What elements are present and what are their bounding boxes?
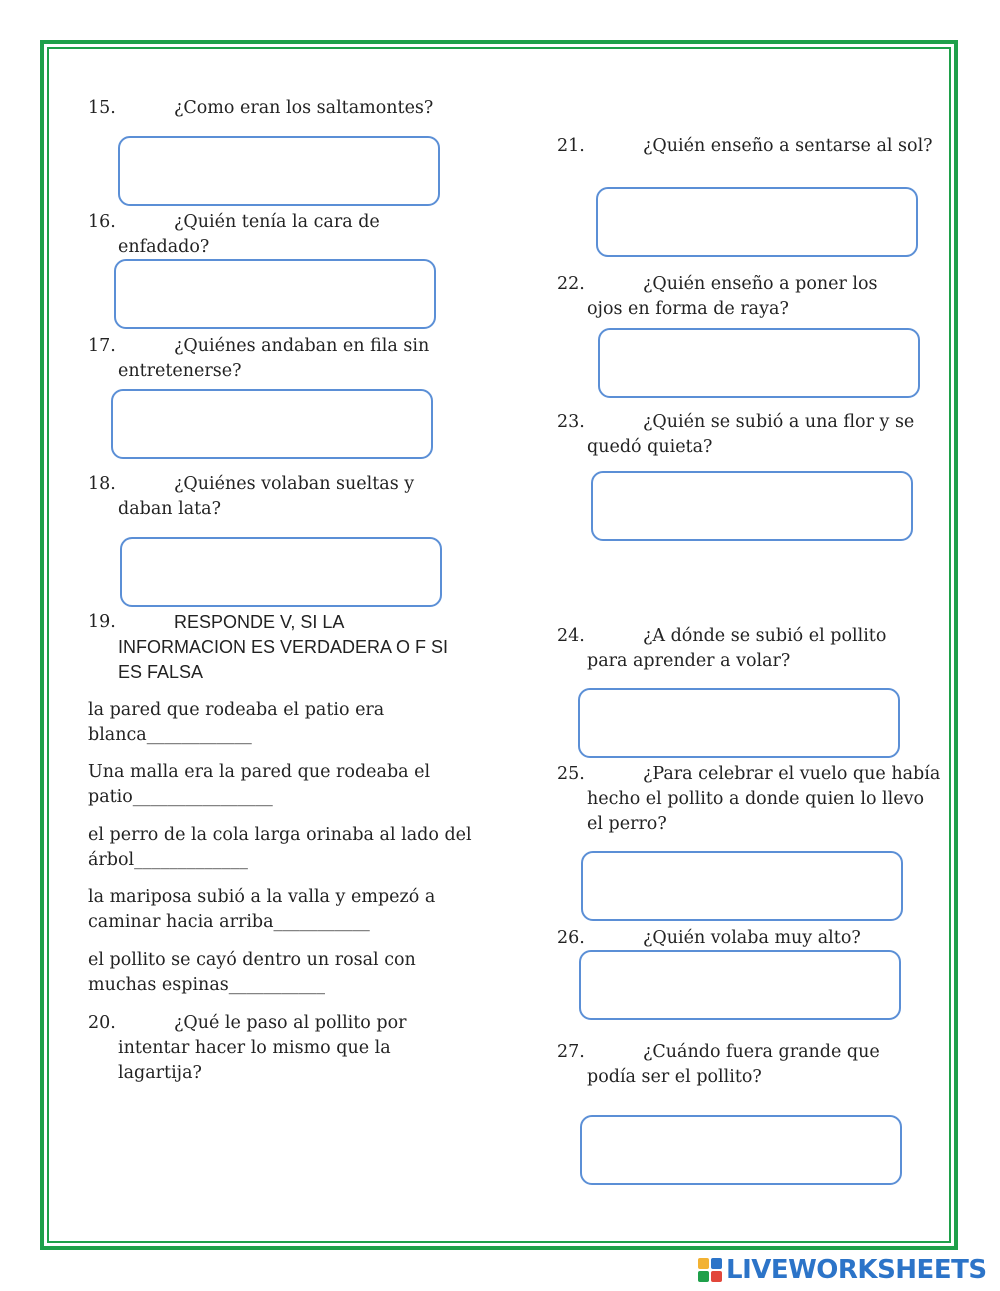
- true-false-statement: Una malla era la pared que rodeaba el patio________________: [88, 762, 431, 807]
- question-22: [557, 272, 917, 322]
- question-number: 19.: [88, 612, 116, 632]
- question-text: ¿Quiénes volaban sueltas y daban lata?: [118, 474, 415, 519]
- question-19: [88, 610, 468, 685]
- answer-box-25[interactable]: [581, 851, 903, 921]
- question-number: 27.: [557, 1042, 585, 1062]
- answer-box-21[interactable]: [596, 187, 918, 257]
- brand-name: LIVEWORKSHEETS: [726, 1255, 987, 1285]
- answer-box-24[interactable]: [578, 688, 900, 758]
- question-number: 20.: [88, 1013, 116, 1033]
- question-number: 26.: [557, 928, 585, 948]
- question-17: [88, 334, 468, 384]
- question-text: ¿A dónde se subió el pollito para aprender a volar?: [587, 626, 887, 671]
- question-number: 23.: [557, 412, 585, 432]
- question-27: [557, 1040, 932, 1090]
- question-number: 21.: [557, 136, 585, 156]
- question-number: 22.: [557, 274, 585, 294]
- question-15: [88, 96, 478, 121]
- question-number: 24.: [557, 626, 585, 646]
- question-number: 16.: [88, 212, 116, 232]
- question-16: [88, 210, 428, 260]
- question-text: ¿Como eran los saltamontes?: [174, 98, 434, 118]
- question-number: 15.: [88, 98, 116, 118]
- question-text: RESPONDE V, SI LA INFORMACION ES VERDADERA O F SI ES FALSA: [118, 612, 449, 682]
- answer-box-26[interactable]: [579, 950, 901, 1020]
- question-text: ¿Para celebrar el vuelo que había hecho el pollito a donde quien lo llevo el perro?: [587, 764, 941, 834]
- question-text: ¿Quién se subió a una flor y se quedó quieta?: [587, 412, 915, 457]
- question-text: ¿Quién enseño a poner los ojos en forma de raya?: [587, 274, 878, 319]
- answer-box-17[interactable]: [111, 389, 433, 459]
- liveworksheets-logo-icon: [698, 1258, 722, 1282]
- answer-box-27[interactable]: [580, 1115, 902, 1185]
- true-false-statement: el pollito se cayó dentro un rosal con muchas espinas___________: [88, 950, 416, 995]
- question-text: ¿Quiénes andaban en fila sin entretenerse?: [118, 336, 430, 381]
- true-false-statement: el perro de la cola larga orinaba al lado del árbol_____________: [88, 825, 472, 870]
- answer-box-22[interactable]: [598, 328, 920, 398]
- question-text: ¿Qué le paso al pollito por intentar hacer lo mismo que la lagartija?: [118, 1013, 407, 1083]
- question-21: [557, 134, 937, 159]
- question-text: ¿Cuándo fuera grande que podía ser el pollito?: [587, 1042, 880, 1087]
- liveworksheets-logo: [698, 1256, 987, 1284]
- question-23: [557, 410, 932, 460]
- question-number: 18.: [88, 474, 116, 494]
- question-text: ¿Quién volaba muy alto?: [643, 928, 861, 948]
- question-26: [557, 926, 942, 951]
- question-20: [88, 1011, 438, 1086]
- question-18: [88, 472, 460, 522]
- true-false-statement: la pared que rodeaba el patio era blanca____________: [88, 700, 385, 745]
- question-25: [557, 762, 942, 837]
- question-number: 25.: [557, 764, 585, 784]
- question-text: ¿Quién enseño a sentarse al sol?: [643, 136, 933, 156]
- true-false-statement: la mariposa subió a la valla y empezó a caminar hacia arriba___________: [88, 887, 436, 932]
- answer-box-16[interactable]: [114, 259, 436, 329]
- answer-box-18[interactable]: [120, 537, 442, 607]
- answer-box-15[interactable]: [118, 136, 440, 206]
- question-24: [557, 624, 932, 674]
- question-number: 17.: [88, 336, 116, 356]
- question-text: ¿Quién tenía la cara de enfadado?: [118, 212, 380, 257]
- answer-box-23[interactable]: [591, 471, 913, 541]
